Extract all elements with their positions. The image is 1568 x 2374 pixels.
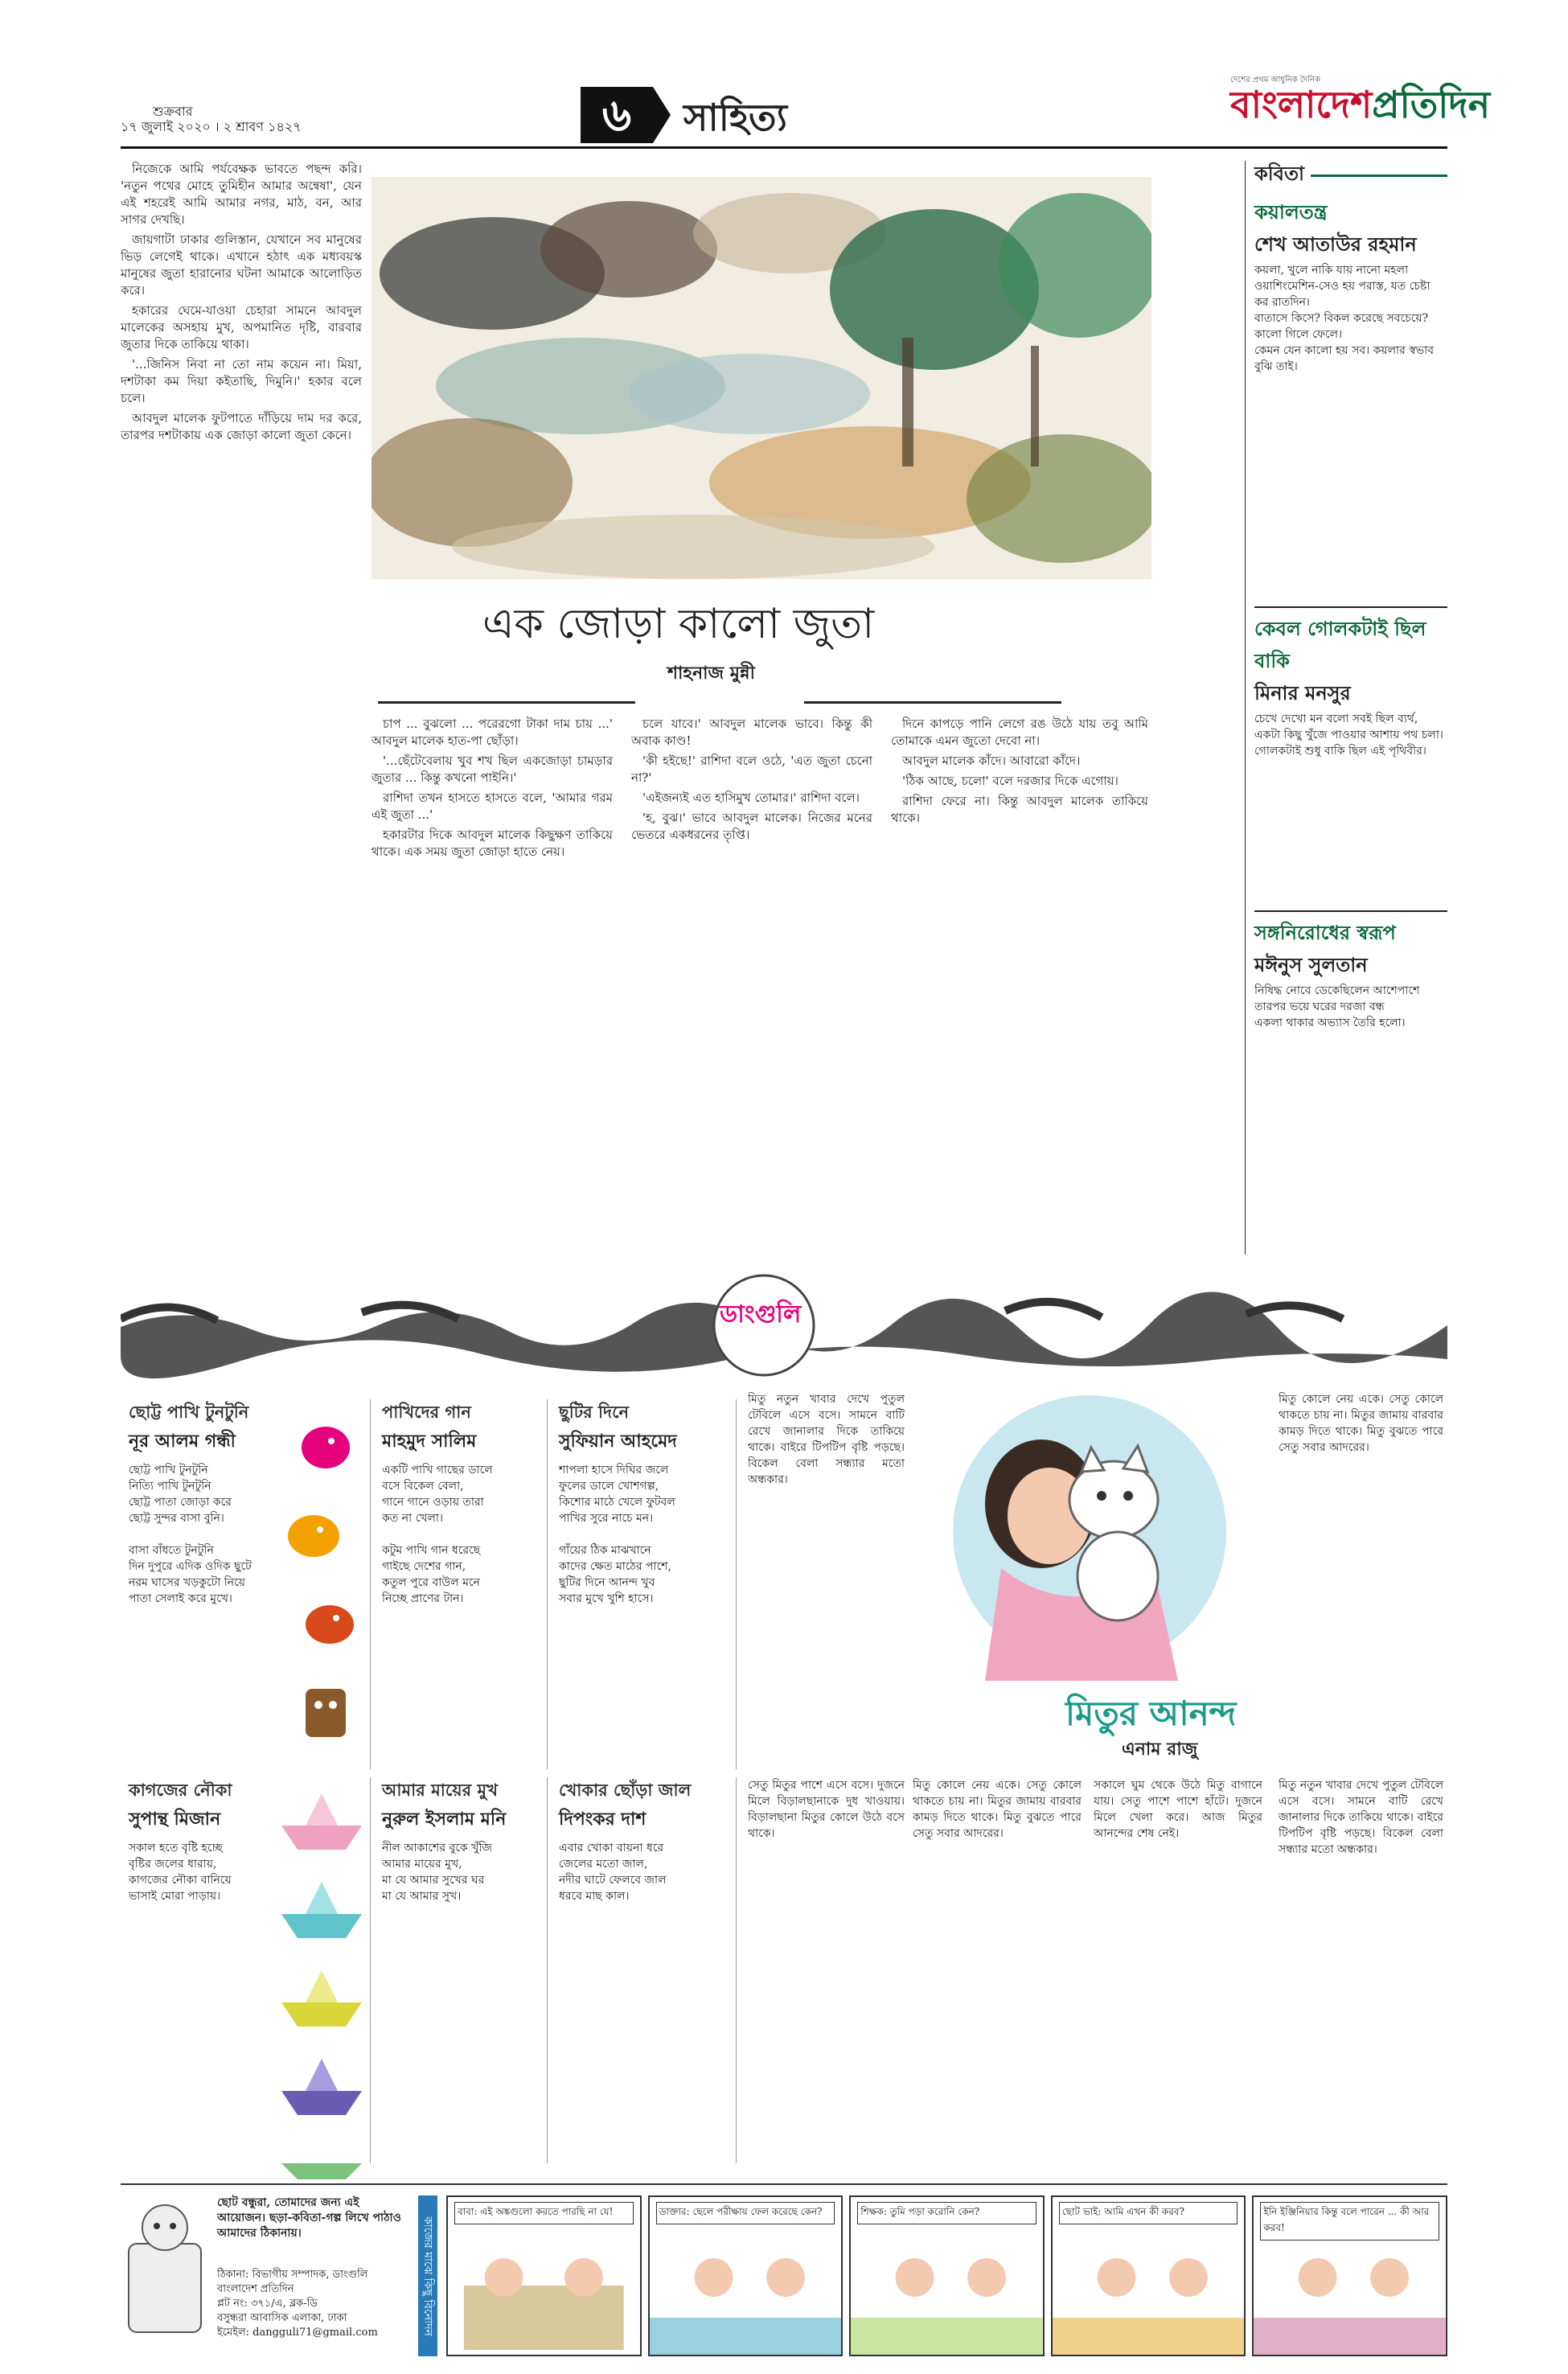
comic-strip [446,2195,1447,2356]
poem-author: মিনার মনসুর [1254,681,1351,704]
kid-reading-icon [121,2195,209,2348]
kids-poem-text: একটি পাখি গাছের ডালে বসে বিকেল বেলা, গানে গানে ওড়ায় তারা কত না খেলা। কটুম পাখি গান ধরেছে গাইছে দেশের গান, কতুল পুরে বাউল মনে নিচ্ছে প্রাণের টান। [382,1464,493,1605]
masthead-day: শুক্রবার [153,104,193,119]
poem-block [1254,606,1447,904]
speech-bubble: বাবা: এই অঙ্কগুলো করতে পারছি না যে! [454,2202,634,2224]
kids-poem-author: নুরুল ইসলাম মনি [382,1809,507,1830]
mitu-story-column-2: সেতু মিতুর পাশে এসে বসে। দুজনে মিলে বিড়ালছানাকে দুধ খাওয়ায়। বিড়ালছানা মিতুর কোলে উঠে বসে থাকে। [748,1779,905,1840]
story-paragraph: 'হ, বুঝ।' ভাবে আবদুল মালেক। নিজের মনের ভেতরে একধরনের তৃপ্তি। [631,811,872,842]
mitu-story-title: মিতুর আনন্দ [1065,1694,1237,1733]
story-paragraph: নিজেকে আমি পর্যবেক্ষক ভাবতে পছন্দ করি। 'নতুন পথের মোহে তুমিহীন আমার অন্বেষা', যেন এই শহরেই আমি আমার নগর, মাঠ, বন, আর সাগর দেখছি। [121,162,362,227]
story-paragraph: আবদুল মালেক ফুটপাতে দাঁড়িয়ে দাম দর করে, তারপর দশটাকায় এক জোড়া কালো জুতা কেনে। [121,411,362,442]
poem-author: মঈনুস সুলতান [1254,953,1368,976]
dangguli-logo: ডাংগুলি [720,1300,802,1329]
bird-icon [281,1415,370,1753]
kids-poem-author: দিপংকর দাশ [559,1809,646,1830]
comic-label: কাজের মাঝে কিছু বিনোদন [418,2195,437,2356]
story-paragraph: রাশিদা ফেরে না। কিন্তু আবদুল মালেক তাকিয়ে থাকে। [891,794,1148,825]
masthead-date: ১৭ জুলাই ২০২০ । ২ শ্রাবণ ১৪২৭ [121,119,302,134]
kids-poem-text: নীল আকাশের বুকে খুঁজি আমার মায়ের মুখ, মা যে আমার সুখের ঘর মা যে আমার সুখ। [382,1842,492,1903]
story-paragraph: রাশিদা তখন হাসতে হাসতে বলে, 'আমার গরম এই জুতা ...' [371,791,613,822]
logo-part1: বাংলাদেশ [1230,83,1373,126]
kids-poem-title: খোকার ছোঁড়া জাল [559,1780,692,1800]
poetry-column [1254,159,1447,1253]
poetry-heading-rule [1311,175,1447,177]
birds-illustration [281,1415,370,1756]
letters-invite: ছোট বন্ধুরা, তোমাদের জন্য এই আয়োজন। ছড়া-কবিতা-গল্প লিখে পাঠাও আমাদের ঠিকানায়। [217,2196,401,2240]
column-divider [736,1399,737,1769]
mitu-story-column-6: মিতু নতুন খাবার দেখে পুতুল টেবিলে এসে বসে। সামনে বাটি রেখে জানালার দিকে তাকিয়ে থাকে। বাইরে টিপটিপ বৃষ্টি পড়ছে। বিকেল বেলা সন্ধ্যার মতো অন্ধকার। [1279,1779,1443,1856]
girl-with-cat-illustration [913,1383,1266,1681]
poem-author: শেখ আতাউর রহমান [1254,232,1417,256]
kids-poem-title: আমার মায়ের মুখ [382,1780,498,1800]
poem-block [1254,910,1447,1320]
story-paragraph: 'কী হইছে!' রাশিদা বলে ওঠে, 'এত জুতা চেনো না?' [631,754,872,785]
letters-address: ঠিকানা: বিভাগীয় সম্পাদক, ডাংগুলি বাংলাদেশ প্রতিদিন প্লট নং: ৩৭১/এ, ব্লক-ডি বসুন্ধরা আবাসিক এলাকা, ঢাকা ইমেইল: dangguli71@gmail.com [217,2269,378,2339]
watercolor-painting [371,177,1151,579]
kids-poem-block [382,1777,551,2163]
comic-panel [648,2195,844,2356]
story-paragraph: চলে যাবে।' আবদুল মালেক ভাবে। কিন্তু কী অবাক কাণ্ড! [631,717,872,748]
poem-text: চেখে দেখো মন বলো সবই ছিল ব্যর্থ, একটা কিছু খুঁজে পাওয়ার আশায় পথ চলা। গোলকটাই শুধু বাকি ছিল এই পৃথিবীর। [1254,713,1443,758]
paper-boat-icon [273,1777,370,2179]
column-divider [547,1777,548,2163]
story-paragraph: 'ঠিক আছে, চলো' বলে দরজার দিকে এগোয়। [902,774,1119,788]
newspaper-logo [1230,77,1490,138]
story-column-3 [631,716,872,1238]
kids-poem-title: পাখিদের গান [382,1402,471,1422]
poem-title: সঙ্গনিরোধের স্বরূপ [1254,921,1396,944]
story-paragraph: হকারটার দিকে আবদুল মালেক কিছুক্ষণ তাকিয়ে থাকে। এক সময় জুতা জোড়া হাতে নেয়। [371,828,613,859]
poem-title: কেবল গোলকটাই ছিল বাকি [1254,617,1426,672]
story-paragraph: আবদুল মালেক কাঁদে। আবারো কাঁদে। [902,754,1081,768]
kids-poem-author: মাহমুদ সালিম [382,1431,477,1452]
page-number: ৬ [581,87,653,143]
comic-panel [1252,2195,1447,2356]
story-illustration [371,177,1151,579]
column-divider [547,1399,548,1769]
kids-poem-text: ছোট্ট পাখি টুনটুনি নিত্যি পাখি টুনটুনি ছোট্ট পাতা জোড়া করে ছোট্ট সুন্দর বাসা বুনি। বাসা বাঁধতে টুনটুনি দিন দুপুরে এদিক ওদিক ছুটে নরম ঘাসের খড়কুটো নিয়ে পাতা সেলাই করে মুখে। [129,1464,252,1605]
story-paragraph: জায়গাটা ঢাকার গুলিস্তান, যেখানে সব মানুষের ভিড় লেগেই থাকে। এখানে হঠাৎ এক মধ্যবয়স্ক মানুষের জুতা হারানোর ঘটনা আমাকে আলোড়িত করে। [121,232,362,298]
story-paragraph: দিনে কাপড়ে পানি লেগে রঙ উঠে যায় তবু আমি তোমাকে এমন জুতো দেবো না। [891,717,1148,748]
letters-box [121,2195,410,2356]
story-author: শাহনাজ মুন্নী [667,663,755,684]
kids-poem-text: শাপলা হাসে দিঘির জলে ফুলের ডালে খোশগল্প, কিশোর মাঠে খেলে ফুটবল পাখির সুরে নাচে মন। গাঁয়ের ঠিক মাঝখানে কাদের ক্ষেত মাঠের পাশে, ছুটির দিনে আনন্দ খুব সবার মুখে খুশি হাসে। [559,1464,675,1605]
speech-bubble: শিক্ষক: তুমি পড়া করোনি কেন? [857,2202,1036,2224]
byline-rule-left [378,701,635,704]
story-paragraph: '...ছেঁটেবেলায় খুব শখ ছিল একজোড়া চামড়ার জুতার ... কিন্তু কখনো পাইনি।' [371,754,613,785]
poem-title: কয়ালতন্ত্র [1254,200,1328,224]
kids-poem-block [559,1399,736,1761]
poetry-heading: কবিতা [1254,162,1304,185]
byline-rule-right [804,701,1061,704]
section-title: সাহিত্য [683,96,787,139]
kids-poem-title: ছোট্ট পাখি টুনটুনি [129,1402,249,1422]
mitu-story-column-3: মিতু কোলে নেয় একে। সেতু কোলে থাকতে চায় না। মিতুর জামায় বারবার কামড় দিতে থাকে। মিতু বুঝতে পারে সেতু সবার আদরের। [913,1779,1082,1840]
story-column-4 [891,716,1148,1238]
kids-poem-author: সুপান্থ মিজান [129,1809,221,1830]
story-paragraph: 'এইজন্যই এত হাসিমুখ তোমার।' রাশিদা বলে। [642,791,860,805]
story-paragraph: চাপ ... বুঝলো ... পরেরগো টাকা দাম চায় ...' আবদুল মালেক হাত-পা ছোঁড়া। [371,717,613,748]
kids-poem-author: সুফিয়ান আহমেদ [559,1431,677,1452]
kids-poem-text: সকাল হতে বৃষ্টি হচ্ছে বৃষ্টির জলের ধারায়, কাগজের নৌকা বানিয়ে ভাসাই মোরা পাড়ায়। [129,1842,232,1903]
poem-block [1254,198,1447,600]
speech-bubble: ইনি ইঞ্জিনিয়ার কিন্তু বলে পারেন ... কী আর করব! [1260,2202,1439,2241]
column-divider [370,1777,371,2163]
story-paragraph: হকারের ঘেমে-যাওয়া চেহারা সামনে আবদুল মালেকের অসহায় মুখ, অপমানিত দৃষ্টি, বারবার জুতার দিকে তাকিয়ে থাকা। [121,303,362,351]
mitu-story-author: এনাম রাজু [1122,1739,1198,1760]
poetry-divider [1245,161,1246,1255]
mitu-story-column-4: মিতু কোলে নেয় একে। সেতু কোলে থাকতে চায় না। মিতুর জামায় বারবার কামড় দিতে থাকে। মিতু বুঝতে পারে সেতু সবার আদরের। [1279,1393,1443,1454]
speech-bubble: ছোট ভাই: আমি এখন কী করব? [1059,2202,1238,2224]
story-paragraph: '...জিনিস নিবা না তো নাম কয়েন না। মিয়া, দশটাকা কম দিয়া কইতাছি, দিমুনি।' হকার বলে চলে। [121,357,362,405]
speech-bubble: ডাক্তার: ছেলে পরীক্ষায় ফেল করেছে কেন? [656,2202,835,2224]
poem-text: কয়লা, খুলে নাকি যায় নানো মহলা ওয়াশিংমেশিন-সেও হয় পরাস্ত, যত চেষ্টা কর রাতদিন। বাতাসে কিসে? বিকল করেছে সবচেয়ে? কালো গিলে ফেলে। কেমন যেন কালো হয় সব। কয়লার স্বভাব বুঝি তাই। [1254,264,1435,373]
logo-part2: প্রতিদিন [1372,83,1491,126]
story-headline: এক জোড়া কালো জুতা [482,600,875,648]
mitu-illustration [913,1383,1266,1681]
column-divider [736,1777,737,2163]
kids-poem-block [382,1399,551,1761]
story-column-2 [371,716,613,1238]
kids-poem-author: নূর আলম গন্ধী [129,1431,236,1452]
mitu-story-column-5: সকালে ঘুম থেকে উঠে মিতু বাগানে যায়। সেতু পাশে পাশে হাঁটে। দুজনে মিলে খেলা করে। আজ মিতুর আনন্দের শেষ নেই। [1094,1779,1262,1840]
masthead-rule [121,146,1447,149]
kids-poem-block [559,1777,736,2163]
logo-tagline: দেশের প্রথম আধুনিক দৈনিক [1230,76,1320,84]
column-divider [370,1399,371,1769]
dangguli-banner [121,1271,1447,1383]
comic-panel [849,2195,1045,2356]
comic-panel [1051,2195,1246,2356]
comic-panel [446,2195,642,2356]
mitu-story-column-1: মিতু নতুন খাবার দেখে পুতুল টেবিলে এসে বসে। সামনে বাটি রেখে জানালার দিকে তাকিয়ে থাকে। বাইরে টিপটিপ বৃষ্টি পড়ছে। বিকেল বেলা সন্ধ্যার মতো অন্ধকার। [748,1393,905,1486]
kids-poem-text: এবার খোকা বায়না ধরে জেলের মতো জাল, নদীর ঘাটে ফেলবে জাল ধরবে মাছ কাল। [559,1842,667,1903]
bottom-rule [121,2183,1447,2185]
story-column-1 [121,161,362,1238]
paper-boats-illustration [273,1777,370,2183]
kids-poem-title: ছুটির দিনে [559,1402,630,1422]
poem-text: নিষিদ্ধ নোবে ডেকেছিলেন আশেপাশে তারপর ভয়ে ঘরের দরজা বন্ধ একলা থাকার অভ্যাস তৈরি হলো। [1254,984,1420,1029]
kids-poem-title: কাগজের নৌকা [129,1780,232,1800]
